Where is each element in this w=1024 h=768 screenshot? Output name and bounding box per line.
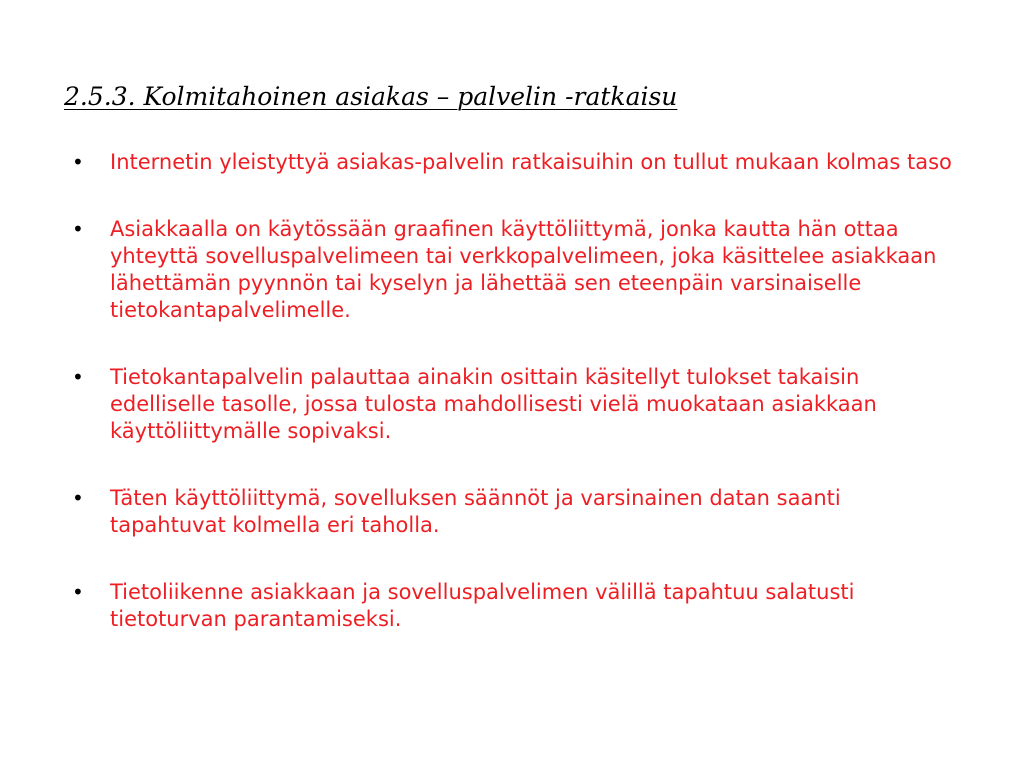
slide-title: 2.5.3. Kolmitahoinen asiakas – palvelin -ratkaisu [64, 82, 678, 111]
bullet-dot-icon: • [72, 150, 84, 174]
bullet-text: Internetin yleistyttyä asiakas-palvelin ratkaisuihin on tullut mukaan kolmas taso [110, 150, 952, 174]
bullet-item [72, 149, 952, 176]
bullet-dot-icon: • [72, 580, 84, 604]
bullet-text: Tietoliikenne asiakkaan ja sovelluspalvelimen välillä tapahtuu salatusti tietoturvan parantamiseksi. [110, 580, 855, 631]
bullet-text: Tietokantapalvelin palauttaa ainakin osittain käsitellyt tulokset takaisin edelliselle tasolle, jossa tulosta mahdollisesti vielä muokataan asiakkaan käyttöliittymälle sopivaksi. [110, 365, 877, 443]
bullet-item [72, 579, 952, 633]
bullet-item [72, 216, 952, 324]
bullet-item [72, 364, 952, 445]
bullet-item [72, 485, 952, 539]
bullet-dot-icon: • [72, 217, 84, 241]
bullet-list [72, 149, 952, 633]
bullet-text: Täten käyttöliittymä, sovelluksen säännöt ja varsinainen datan saanti tapahtuvat kolmella eri taholla. [110, 486, 841, 537]
bullet-dot-icon: • [72, 365, 84, 389]
bullet-text: Asiakkaalla on käytössään graafinen käyttöliittymä, jonka kautta hän ottaa yhteyttä sovelluspalvelimeen tai verkkopalvelimeen, joka käsittelee asiakkaan lähettämän pyynnön tai kyselyn ja lähettää sen eteenpäin varsinaiselle tietokantapalvelimelle. [110, 217, 937, 322]
bullet-dot-icon: • [72, 486, 84, 510]
